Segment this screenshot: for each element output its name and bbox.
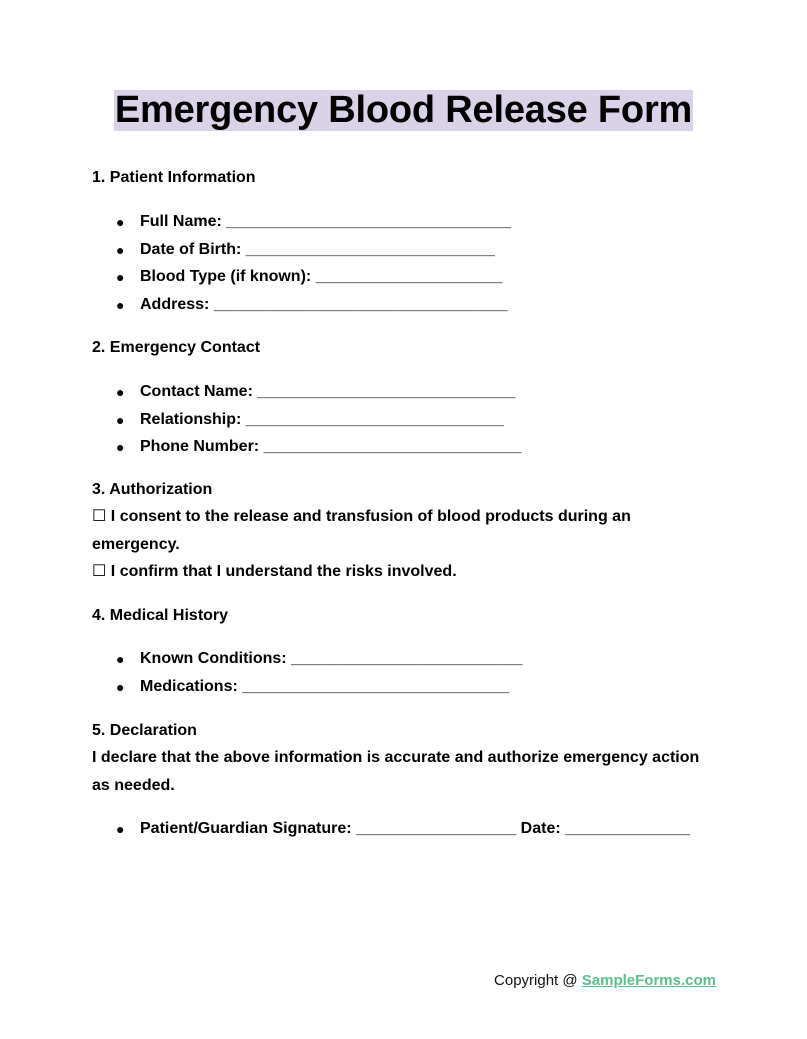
field-blood-type[interactable] (92, 267, 511, 295)
field-label: Medications: (140, 677, 238, 695)
bullet-icon: ● (116, 241, 125, 258)
field-phone-number[interactable] (92, 437, 522, 465)
field-label: Address: (140, 295, 210, 313)
section-heading-emergency-contact: 2. Emergency Contact (92, 339, 261, 356)
field-address[interactable] (92, 295, 511, 323)
field-label: Full Name: (140, 213, 222, 230)
field-label: Date of Birth: (140, 240, 242, 258)
section-heading-authorization: 3. Authorization (92, 481, 213, 498)
bullet-icon: ● (116, 296, 125, 313)
field-blank[interactable]: _____________________________ (257, 383, 516, 400)
field-blank[interactable]: ________________________________ (226, 213, 511, 230)
field-blank[interactable]: _____________________________ (263, 438, 522, 455)
field-label: Relationship: (140, 410, 242, 428)
declaration-text: I declare that the above information is accurate and authorize emergency action as needed. (92, 749, 700, 794)
copyright-footer (494, 971, 716, 991)
bullet-icon: ● (116, 411, 125, 428)
section-heading-declaration: 5. Declaration (92, 722, 197, 739)
signature-label: Patient/Guardian Signature: (140, 820, 352, 837)
checkbox-icon[interactable]: ☐ (92, 563, 107, 580)
field-blank[interactable]: _________________________________ (213, 295, 508, 313)
bullet-icon: ● (116, 384, 125, 400)
section-heading-medical-history: 4. Medical History (92, 607, 229, 624)
field-blank[interactable]: ____________________________ (245, 240, 495, 258)
checkbox-icon[interactable]: ☐ (92, 508, 107, 525)
bullet-icon: ● (116, 269, 125, 285)
patient-information-fields (92, 212, 511, 322)
bullet-icon: ● (116, 651, 125, 667)
consent-text: I consent to the release and transfusion of blood products during an emergency. (92, 508, 631, 553)
field-known-conditions[interactable] (92, 649, 522, 677)
emergency-contact-fields (92, 382, 522, 465)
risk-text: I confirm that I understand the risks involved. (110, 563, 457, 580)
bullet-icon: ● (116, 821, 125, 837)
title-container (0, 90, 807, 131)
field-blank[interactable]: _____________________________ (245, 410, 504, 428)
field-blank[interactable]: ______________________________ (242, 677, 510, 695)
field-label: Contact Name: (140, 383, 253, 400)
field-relationship[interactable] (92, 410, 522, 438)
date-blank[interactable]: ______________ (565, 820, 690, 837)
signature-blank[interactable]: __________________ (356, 820, 517, 837)
risk-checkbox-item[interactable] (92, 558, 712, 586)
copyright-prefix: Copyright @ (494, 972, 582, 989)
field-blank[interactable]: __________________________ (291, 650, 523, 667)
field-label: Known Conditions: (140, 650, 287, 667)
consent-checkbox-item[interactable] (92, 503, 712, 558)
date-label: Date: (520, 820, 561, 837)
section-heading-patient-information: 1. Patient Information (92, 169, 256, 186)
medical-history-fields (92, 649, 522, 704)
bullet-icon: ● (116, 678, 125, 695)
field-label: Blood Type (if known): (140, 268, 312, 285)
field-blank[interactable]: _____________________ (315, 268, 503, 285)
field-full-name[interactable] (92, 212, 511, 240)
field-label: Phone Number: (140, 438, 260, 455)
sampleforms-link[interactable]: SampleForms.com (581, 972, 716, 989)
field-medications[interactable] (92, 677, 522, 705)
declaration-fields (92, 819, 690, 847)
bullet-icon: ● (116, 214, 125, 230)
page-title: Emergency Blood Release Form (114, 89, 693, 131)
field-contact-name[interactable] (92, 382, 522, 410)
field-signature-date[interactable] (92, 819, 690, 847)
bullet-icon: ● (116, 439, 125, 455)
field-date-of-birth[interactable] (92, 240, 511, 268)
